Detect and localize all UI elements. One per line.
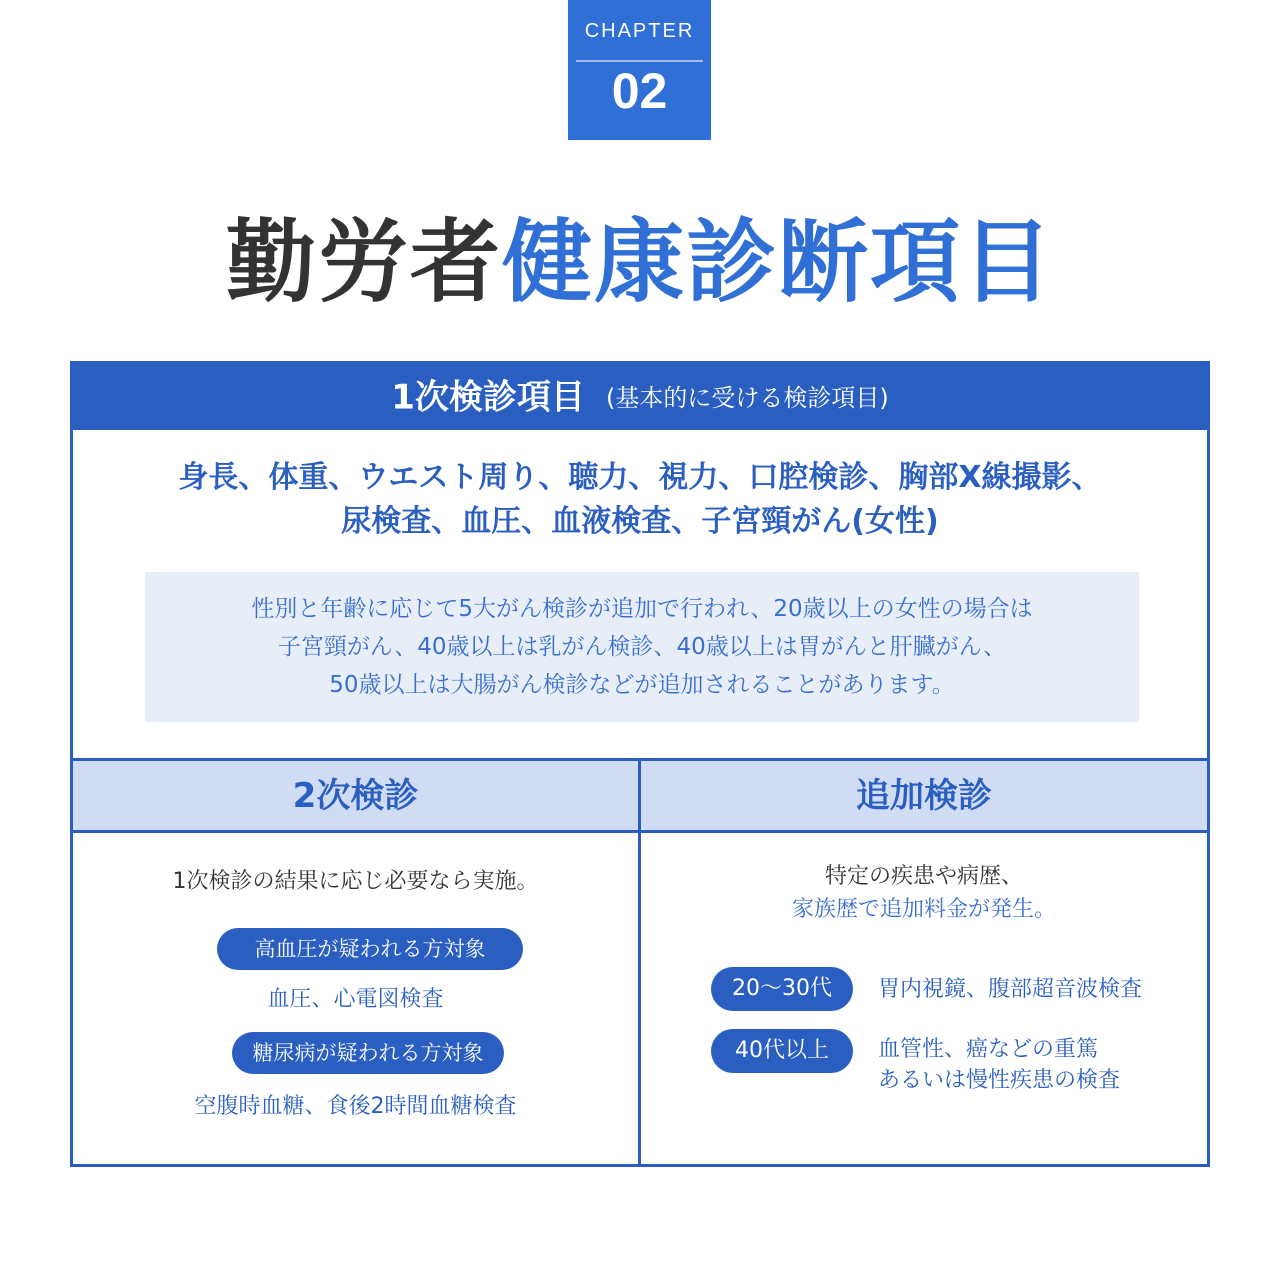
cancer-screening-note (145, 572, 1139, 722)
primary-exam-header (73, 364, 1207, 430)
age-exams-line: 胃内視鏡、腹部超音波検査 (878, 977, 1143, 1002)
diabetes-exams: 空腹時血糖、食後2時間血糖検査 (194, 1094, 517, 1119)
age-tag-40s-plus: 40代以上 (711, 1029, 853, 1073)
chapter-label: CHAPTER (584, 20, 695, 42)
age-exams-20s-30s (878, 974, 1142, 1005)
primary-items-line: 身長、体重、ウエスト周り、聴力、視力、口腔検診、胸部X線撮影、 (178, 460, 1102, 495)
page-title-dark: 勤労者 (226, 210, 502, 315)
chapter-number: 02 (611, 63, 668, 119)
page-title-blue: 健康診断項目 (502, 210, 1054, 315)
hypertension-tag: 高血圧が疑われる方対象 (217, 928, 523, 970)
column-divider (638, 758, 641, 1164)
age-exams-line: あるいは慢性疾患の検査 (878, 1068, 1121, 1093)
page-title (0, 208, 1280, 318)
age-exams-40s-plus (878, 1034, 1120, 1096)
note-line: 性別と年齢に応じて5大がん検診が追加で行われ、20歳以上の女性の場合は (251, 596, 1033, 622)
age-tag-20s-30s: 20〜30代 (711, 967, 853, 1011)
primary-items-line: 尿検査、血圧、血液検査、子宮頸がん(女性) (341, 504, 939, 539)
exam-table (70, 361, 1210, 1167)
additional-intro-line: 特定の疾患や病歴、 (824, 864, 1023, 889)
secondary-exam-header: 2次検診 (73, 761, 638, 831)
primary-exam-title: 1次検診項目 (391, 377, 585, 418)
diabetes-tag: 糖尿病が疑われる方対象 (232, 1032, 504, 1074)
primary-exam-items (73, 456, 1207, 544)
primary-exam-subtitle: (基本的に受ける検診項目) (606, 383, 889, 412)
note-line: 50歳以上は大腸がん検診などが追加されることがあります。 (329, 672, 955, 698)
note-line: 子宮頸がん、40歳以上は乳がん検診、40歳以上は胃がんと肝臓がん、 (277, 634, 1007, 660)
secondary-exam-intro: 1次検診の結果に応じ必要なら実施。 (172, 869, 539, 894)
chapter-badge (568, 0, 711, 140)
additional-exam-header: 追加検診 (641, 761, 1207, 831)
additional-exam-intro (641, 860, 1207, 926)
additional-intro-highlight: 家族歴で追加料金が発生。 (791, 897, 1056, 922)
age-exams-line: 血管性、癌などの重篤 (878, 1037, 1099, 1062)
hypertension-exams: 血圧、心電図検査 (267, 987, 444, 1012)
